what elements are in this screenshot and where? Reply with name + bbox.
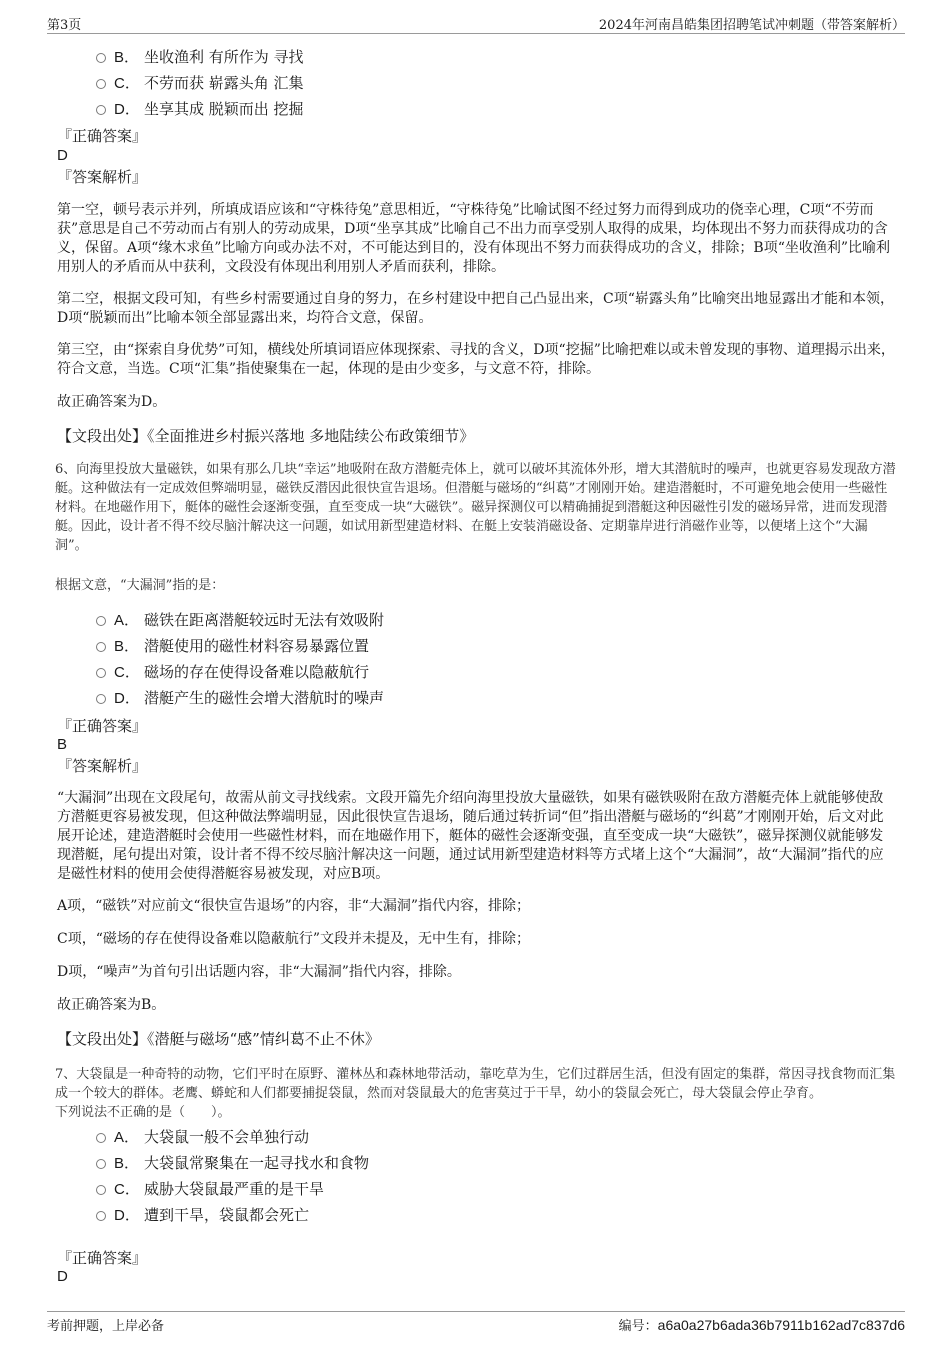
code-label: 编号： xyxy=(618,1319,658,1334)
q5-source: 【文段出处】《全面推进乡村振兴落地 多地陆续公布政策细节》 xyxy=(57,427,475,445)
q6-conclusion: 故正确答案为B。 xyxy=(57,997,166,1013)
radio-icon[interactable] xyxy=(96,668,106,678)
q5-analysis-para: 第二空，根据文段可知，有些乡村需要通过自身的努力，在乡村建设中把自己凸显出来，C项“崭露头角”比喻突出地显露出才能和本领，D项“脱颖而出”比喻本领全部显露出来，均符合文意，保留。 xyxy=(57,291,895,326)
document-title: 2024年河南昌皓集团招聘笔试冲刺题（带答案解析） xyxy=(598,18,905,33)
radio-icon[interactable] xyxy=(96,53,106,63)
q5-conclusion: 故正确答案为D。 xyxy=(57,394,167,410)
radio-icon[interactable] xyxy=(96,616,106,626)
q6-analysis-para: A项，“磁铁”对应前文“很快宣告退场”的内容，非“大漏洞”指代内容，排除； xyxy=(57,898,531,914)
q5-option-d[interactable]: D． 坐享其成 脱颖而出 挖掘 xyxy=(96,98,304,120)
radio-icon[interactable] xyxy=(96,105,106,115)
q7-option-b[interactable]: B． 大袋鼠常聚集在一起寻找水和食物 xyxy=(96,1152,369,1174)
q5-analysis-label: 『答案解析』 xyxy=(57,168,148,186)
radio-icon[interactable] xyxy=(96,642,106,652)
q6-passage: 6、向海里投放大量磁铁，如果有那么几块“幸运”地吸附在敌方潜艇壳体上，就可以破坏其流体外形，增大其潜航时的噪声，也就更容易发现敌方潜艇。这种做法有一定成效但弊端明显，磁铁反潜因此很快宣告退场。但潜艇与磁场的“纠葛”才刚刚开始。建造潜艇时，不可避免地会使用一些磁性材料。在地磁作用下，艇体的磁性会逐渐变强，直至变成一块“大磁铁”。磁异探测仪可以精确捕捉到潜艇这种因磁性引发的磁场异常，进而发现潜艇。因此，设计者不得不绞尽脑汁解决这一问题，如试用新型建造材料、在艇上安装消磁设备、定期靠岸进行消磁作业等，以便堵上这个“大漏洞”。 xyxy=(55,462,896,553)
q6-answer-label: 『正确答案』 xyxy=(57,717,148,735)
code-value: a6a0a27b6ada36b7911b162ad7c837d6 xyxy=(657,1317,905,1333)
q6-source: 【文段出处】《潜艇与磁场“感”情纠葛不止不休》 xyxy=(57,1030,380,1048)
q6-option-a[interactable]: A． 磁铁在距离潜艇较远时无法有效吸附 xyxy=(96,609,384,631)
q7-option-a[interactable]: A． 大袋鼠一般不会单独行动 xyxy=(96,1126,309,1148)
q7-answer: D xyxy=(57,1268,68,1285)
footer-slogan: 考前押题，上岸必备 xyxy=(47,1319,165,1334)
q7-answer-label: 『正确答案』 xyxy=(57,1249,148,1267)
page-header xyxy=(47,14,905,34)
q5-option-c[interactable]: C． 不劳而获 崭露头角 汇集 xyxy=(96,72,304,94)
radio-icon[interactable] xyxy=(96,694,106,704)
q6-analysis-label: 『答案解析』 xyxy=(57,757,148,775)
q6-answer: B xyxy=(57,736,68,753)
q5-option-b[interactable]: B． 坐收渔利 有所作为 寻找 xyxy=(96,46,304,68)
radio-icon[interactable] xyxy=(96,1185,106,1195)
page-number: 第3页 xyxy=(47,18,82,33)
radio-icon[interactable] xyxy=(96,79,106,89)
q5-analysis-para: 第三空，由“探索自身优势”可知，横线处所填词语应体现探索、寻找的含义，D项“挖掘”比喻把难以或未曾发现的事物、道理揭示出来，符合文意，当选。C项“汇集”指使聚集在一起，体现的是由少变多，与文意不符，排除。 xyxy=(57,342,895,377)
q5-answer: D xyxy=(57,147,68,164)
radio-icon[interactable] xyxy=(96,1133,106,1143)
q6-option-b[interactable]: B． 潜艇使用的磁性材料容易暴露位置 xyxy=(96,635,369,657)
q6-option-c[interactable]: C． 磁场的存在使得设备难以隐蔽航行 xyxy=(96,661,369,683)
q6-analysis-para: C项，“磁场的存在使得设备难以隐蔽航行”文段并未提及，无中生有，排除； xyxy=(57,931,531,947)
q6-analysis-para: D项，“噪声”为首句引出话题内容，非“大漏洞”指代内容，排除。 xyxy=(57,964,461,980)
q5-analysis-para: 第一空，顿号表示并列，所填成语应该和“守株待兔”意思相近，“守株待兔”比喻试图不经过努力而得到成功的侥幸心理，C项“不劳而获”意思是自己不劳动而占有别人的劳动成果，D项“坐享其成”比喻自己不出力而享受别人取得的成果，均体现出不努力而获得成功的含义，保留。A项“缘木求鱼”比喻方向或办法不对，不可能达到目的，没有体现出不努力而获得成功的含义，排除；B项“坐收渔利”比喻利用别人的矛盾而从中获利，文段没有体现出利用别人矛盾而获利，排除。 xyxy=(57,202,891,275)
document-code xyxy=(619,1315,905,1334)
q7-question: 下列说法不正确的是（ ）。 xyxy=(55,1105,231,1120)
page-footer xyxy=(47,1311,905,1333)
q6-question: 根据文意，“大漏洞”指的是： xyxy=(55,578,225,593)
q7-passage: 7、大袋鼠是一种奇特的动物，它们平时在原野、灌林丛和森林地带活动，靠吃草为生，它们过群居生活，但没有固定的集群，常因寻找食物而汇集成一个较大的群体。老鹰、蟒蛇和人们都要捕捉袋鼠，然而对袋鼠最大的危害莫过于干旱，幼小的袋鼠会死亡，母大袋鼠会停止孕育。 xyxy=(55,1067,896,1101)
q7-option-d[interactable]: D． 遭到干旱，袋鼠都会死亡 xyxy=(96,1204,309,1226)
q6-option-d[interactable]: D． 潜艇产生的磁性会增大潜航时的噪声 xyxy=(96,687,384,709)
radio-icon[interactable] xyxy=(96,1211,106,1221)
radio-icon[interactable] xyxy=(96,1159,106,1169)
q7-option-c[interactable]: C． 威胁大袋鼠最严重的是干旱 xyxy=(96,1178,324,1200)
q6-analysis-para: “大漏洞”出现在文段尾句，故需从前文寻找线索。文段开篇先介绍向海里投放大量磁铁，如果有磁铁吸附在敌方潜艇壳体上就能够使敌方潜艇更容易被发现，但这种做法弊端明显，因此很快宣告退场，随后通过转折词“但”指出潜艇与磁场的“纠葛”才刚刚开始，后文对此展开论述，建造潜艇时会使用一些磁性材料，而在地磁作用下，艇体的磁性会逐渐变强，直至变成一块“大磁铁”，磁异探测仪就能够发现潜艇，尾句提出对策，设计者不得不绞尽脑汁解决这一问题，通过试用新型建造材料等方式堵上这个“大漏洞”，故“大漏洞”指代的应是磁性材料的使用会使得潜艇容易被发现，对应B项。 xyxy=(57,790,884,882)
q5-answer-label: 『正确答案』 xyxy=(57,127,148,145)
